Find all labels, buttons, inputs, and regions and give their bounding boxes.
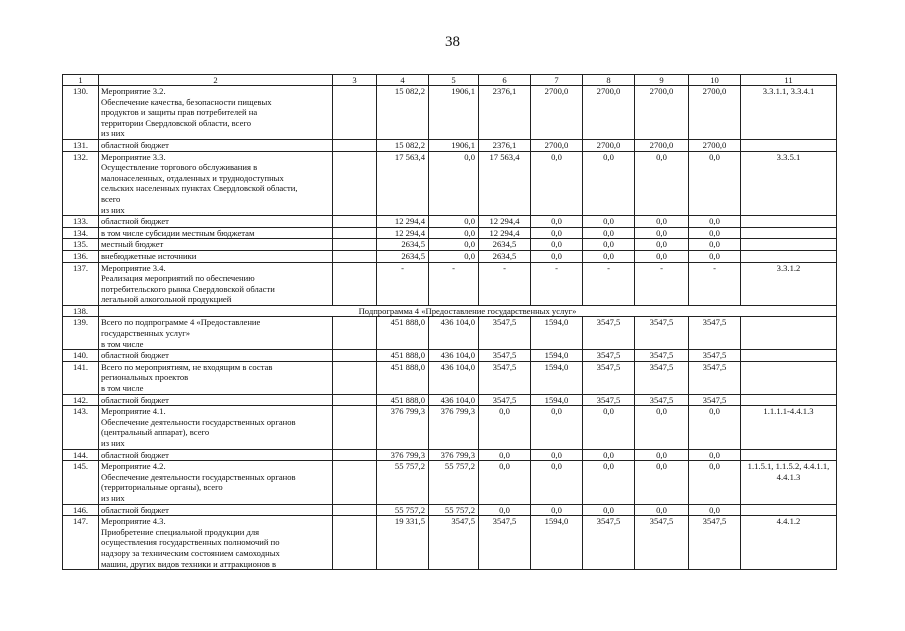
target-indicator-cell xyxy=(741,504,837,516)
value-cell: 451 888,0 xyxy=(377,350,429,362)
value-cell: 2376,1 xyxy=(479,139,531,151)
value-cell: 12 294,4 xyxy=(377,216,429,228)
value-cell: 3547,5 xyxy=(635,350,689,362)
row-description xyxy=(99,86,333,140)
value-cell: 0,0 xyxy=(479,504,531,516)
row-description xyxy=(99,516,333,570)
description-line: областной бюджет xyxy=(101,350,169,361)
target-indicator-cell xyxy=(741,394,837,406)
target-indicator-cell xyxy=(741,449,837,461)
value-cell: 2700,0 xyxy=(689,86,741,140)
description-line: Мероприятие 3.3. xyxy=(101,151,166,162)
value-cell: 2634,5 xyxy=(479,239,531,251)
value-cell: 376 799,3 xyxy=(429,406,479,449)
row-description xyxy=(99,227,333,239)
description-line: областной бюджет xyxy=(101,394,169,405)
value-cell: 3547,5 xyxy=(689,516,741,570)
value-cell: 0,0 xyxy=(583,504,635,516)
value-cell: 12 294,4 xyxy=(479,216,531,228)
row-number: 141. xyxy=(63,361,99,394)
value-cell: - xyxy=(689,262,741,305)
description-line: легальной алкогольной продукцией xyxy=(101,294,232,305)
value-cell: 2700,0 xyxy=(531,139,583,151)
page-number: 38 xyxy=(445,34,460,50)
description-line: из них xyxy=(101,492,125,503)
row-number: 135. xyxy=(63,239,99,251)
header-cell: 9 xyxy=(635,75,689,86)
column-3-cell xyxy=(333,504,377,516)
value-cell: 436 104,0 xyxy=(429,394,479,406)
value-cell: 2700,0 xyxy=(531,86,583,140)
description-line: всего xyxy=(101,193,121,204)
description-line: Обеспечение деятельности государственных органов xyxy=(101,471,296,482)
row-description xyxy=(99,394,333,406)
value-cell: 0,0 xyxy=(583,216,635,228)
value-cell: 0,0 xyxy=(531,504,583,516)
value-cell: 451 888,0 xyxy=(377,317,429,350)
value-cell: 0,0 xyxy=(689,151,741,216)
value-cell: 3547,5 xyxy=(583,361,635,394)
value-cell: 0,0 xyxy=(531,406,583,449)
description-line: продуктов и защиты прав потребителей на xyxy=(101,107,258,118)
value-cell: 0,0 xyxy=(429,250,479,262)
value-cell: 0,0 xyxy=(479,406,531,449)
description-line: областной бюджет xyxy=(101,216,169,227)
table-header-row xyxy=(63,75,837,86)
value-cell: 3547,5 xyxy=(429,516,479,570)
description-line: Обеспечение качества, безопасности пищевых xyxy=(101,96,272,107)
header-cell: 1 xyxy=(63,75,99,86)
description-line: малонаселенных, отдаленных и труднодоступных xyxy=(101,172,284,183)
description-line: машин, других видов техники и аттракционов в xyxy=(101,558,277,569)
row-description xyxy=(99,317,333,350)
table-row xyxy=(63,504,837,516)
target-indicator-cell xyxy=(741,216,837,228)
description-line: Мероприятие 4.3. xyxy=(101,516,166,527)
value-cell: 0,0 xyxy=(635,216,689,228)
column-3-cell xyxy=(333,227,377,239)
row-number: 142. xyxy=(63,394,99,406)
description-line: в том числе xyxy=(101,383,144,394)
table-row xyxy=(63,305,837,317)
column-3-cell xyxy=(333,461,377,504)
value-cell: 0,0 xyxy=(635,449,689,461)
value-cell: 0,0 xyxy=(429,227,479,239)
column-3-cell xyxy=(333,239,377,251)
value-cell: 55 757,2 xyxy=(377,504,429,516)
value-cell: 0,0 xyxy=(583,151,635,216)
value-cell: 1594,0 xyxy=(531,317,583,350)
value-cell: 0,0 xyxy=(689,250,741,262)
value-cell: 0,0 xyxy=(531,461,583,504)
value-cell: 2700,0 xyxy=(635,139,689,151)
description-line: из них xyxy=(101,128,125,139)
column-3-cell xyxy=(333,151,377,216)
budget-table xyxy=(62,74,837,570)
value-cell: 0,0 xyxy=(689,239,741,251)
description-line: территории Свердловской области, всего xyxy=(101,117,252,128)
table-row xyxy=(63,461,837,504)
description-line: в том числе xyxy=(101,338,144,349)
value-cell: 0,0 xyxy=(635,239,689,251)
value-cell: 0,0 xyxy=(689,227,741,239)
row-number: 134. xyxy=(63,227,99,239)
header-cell: 4 xyxy=(377,75,429,86)
column-3-cell xyxy=(333,262,377,305)
value-cell: 436 104,0 xyxy=(429,361,479,394)
row-description xyxy=(99,449,333,461)
value-cell: 0,0 xyxy=(689,449,741,461)
value-cell: 0,0 xyxy=(429,216,479,228)
description-line: потребительского рынка Свердловской области xyxy=(101,283,275,294)
description-line: государственных услуг» xyxy=(101,328,191,339)
column-3-cell xyxy=(333,406,377,449)
value-cell: 1906,1 xyxy=(429,86,479,140)
value-cell: 2634,5 xyxy=(377,250,429,262)
row-number: 132. xyxy=(63,151,99,216)
value-cell: 55 757,2 xyxy=(429,504,479,516)
description-line: Реализация мероприятий по обеспечению xyxy=(101,273,255,284)
value-cell: 17 563,4 xyxy=(479,151,531,216)
value-cell: 15 082,2 xyxy=(377,86,429,140)
column-3-cell xyxy=(333,361,377,394)
table-row xyxy=(63,516,837,570)
target-indicator-cell: 1.1.1.1-4.4.1.3 xyxy=(741,406,837,449)
target-indicator-cell: 3.3.1.2 xyxy=(741,262,837,305)
value-cell: 0,0 xyxy=(689,461,741,504)
value-cell: 451 888,0 xyxy=(377,394,429,406)
description-line: Мероприятие 3.4. xyxy=(101,262,166,273)
description-line: (центральный аппарат), всего xyxy=(101,427,210,438)
row-number: 130. xyxy=(63,86,99,140)
row-description xyxy=(99,216,333,228)
target-indicator-cell xyxy=(741,239,837,251)
value-cell: 0,0 xyxy=(531,449,583,461)
value-cell: 1906,1 xyxy=(429,139,479,151)
description-line: областной бюджет xyxy=(101,139,169,150)
description-line: в том числе субсидии местным бюджетам xyxy=(101,227,255,238)
description-line: Обеспечение деятельности государственных органов xyxy=(101,416,296,427)
description-line: областной бюджет xyxy=(101,504,169,515)
column-3-cell xyxy=(333,449,377,461)
value-cell: 2700,0 xyxy=(689,139,741,151)
table-row xyxy=(63,151,837,216)
column-3-cell xyxy=(333,516,377,570)
value-cell: 0,0 xyxy=(429,151,479,216)
target-indicator-cell xyxy=(741,227,837,239)
value-cell: 376 799,3 xyxy=(377,406,429,449)
value-cell: 436 104,0 xyxy=(429,317,479,350)
table-row xyxy=(63,227,837,239)
description-line: Всего по подпрограмме 4 «Предоставление xyxy=(101,317,261,328)
value-cell: 0,0 xyxy=(583,461,635,504)
value-cell: 3547,5 xyxy=(689,350,741,362)
value-cell: 3547,5 xyxy=(689,317,741,350)
value-cell: 2634,5 xyxy=(479,250,531,262)
value-cell: 0,0 xyxy=(583,227,635,239)
row-number: 131. xyxy=(63,139,99,151)
value-cell: 436 104,0 xyxy=(429,350,479,362)
value-cell: 3547,5 xyxy=(583,394,635,406)
header-cell: 2 xyxy=(99,75,333,86)
column-3-cell xyxy=(333,86,377,140)
value-cell: 3547,5 xyxy=(583,350,635,362)
value-cell: 19 331,5 xyxy=(377,516,429,570)
header-cell: 10 xyxy=(689,75,741,86)
header-cell: 11 xyxy=(741,75,837,86)
row-description xyxy=(99,239,333,251)
table-row xyxy=(63,250,837,262)
table-row xyxy=(63,239,837,251)
table-row xyxy=(63,86,837,140)
description-line: региональных проектов xyxy=(101,372,189,383)
value-cell: 0,0 xyxy=(479,449,531,461)
row-description xyxy=(99,361,333,394)
table-row xyxy=(63,139,837,151)
table-row xyxy=(63,449,837,461)
value-cell: 0,0 xyxy=(635,151,689,216)
value-cell: 3547,5 xyxy=(635,317,689,350)
value-cell: 2700,0 xyxy=(583,139,635,151)
value-cell: 0,0 xyxy=(531,151,583,216)
value-cell: - xyxy=(429,262,479,305)
value-cell: - xyxy=(531,262,583,305)
value-cell: 3547,5 xyxy=(635,516,689,570)
table-row xyxy=(63,361,837,394)
value-cell: 2700,0 xyxy=(583,86,635,140)
column-3-cell xyxy=(333,250,377,262)
row-number: 136. xyxy=(63,250,99,262)
row-number: 133. xyxy=(63,216,99,228)
value-cell: 0,0 xyxy=(635,406,689,449)
value-cell: 12 294,4 xyxy=(479,227,531,239)
description-line: областной бюджет xyxy=(101,449,169,460)
target-indicator-cell xyxy=(741,350,837,362)
row-description xyxy=(99,461,333,504)
value-cell: 2376,1 xyxy=(479,86,531,140)
value-cell: 55 757,2 xyxy=(429,461,479,504)
value-cell: 3547,5 xyxy=(583,516,635,570)
description-line: Мероприятие 3.2. xyxy=(101,86,166,96)
description-line: Приобретение специальной продукции для xyxy=(101,526,260,537)
table-row xyxy=(63,317,837,350)
value-cell: 3547,5 xyxy=(479,350,531,362)
table-row xyxy=(63,394,837,406)
value-cell: 55 757,2 xyxy=(377,461,429,504)
value-cell: 0,0 xyxy=(635,504,689,516)
header-cell: 6 xyxy=(479,75,531,86)
row-number: 139. xyxy=(63,317,99,350)
table-body xyxy=(63,75,837,570)
subprogram-title: Подпрограмма 4 «Предоставление государственных услуг» xyxy=(99,305,837,317)
header-cell: 8 xyxy=(583,75,635,86)
column-3-cell xyxy=(333,139,377,151)
value-cell: 3547,5 xyxy=(689,394,741,406)
value-cell: 1594,0 xyxy=(531,361,583,394)
value-cell: - xyxy=(635,262,689,305)
target-indicator-cell xyxy=(741,139,837,151)
value-cell: 1594,0 xyxy=(531,350,583,362)
value-cell: 3547,5 xyxy=(479,394,531,406)
description-line: надзору за техническим состоянием самоходных xyxy=(101,547,280,558)
value-cell: 3547,5 xyxy=(479,317,531,350)
row-number: 147. xyxy=(63,516,99,570)
target-indicator-cell: 3.3.1.1, 3.3.4.1 xyxy=(741,86,837,140)
value-cell: 0,0 xyxy=(531,227,583,239)
row-number: 144. xyxy=(63,449,99,461)
value-cell: 0,0 xyxy=(531,239,583,251)
value-cell: 0,0 xyxy=(479,461,531,504)
value-cell: 0,0 xyxy=(689,504,741,516)
description-line: из них xyxy=(101,204,125,215)
header-cell: 5 xyxy=(429,75,479,86)
target-indicator-cell: 3.3.5.1 xyxy=(741,151,837,216)
description-line: осуществления государственных полномочий по xyxy=(101,537,280,548)
row-description xyxy=(99,151,333,216)
value-cell: 0,0 xyxy=(583,406,635,449)
value-cell: 3547,5 xyxy=(479,516,531,570)
value-cell: 0,0 xyxy=(583,250,635,262)
description-line: местный бюджет xyxy=(101,239,164,250)
value-cell: 1594,0 xyxy=(531,394,583,406)
value-cell: - xyxy=(377,262,429,305)
row-description xyxy=(99,406,333,449)
value-cell: 0,0 xyxy=(531,216,583,228)
value-cell: - xyxy=(583,262,635,305)
value-cell: 3547,5 xyxy=(635,394,689,406)
value-cell: 0,0 xyxy=(689,216,741,228)
value-cell: 17 563,4 xyxy=(377,151,429,216)
value-cell: 376 799,3 xyxy=(377,449,429,461)
column-3-cell xyxy=(333,317,377,350)
column-3-cell xyxy=(333,216,377,228)
value-cell: 0,0 xyxy=(635,227,689,239)
table-row xyxy=(63,262,837,305)
target-indicator-cell: 1.1.5.1, 1.1.5.2, 4.4.1.1, 4.4.1.3 xyxy=(741,461,837,504)
table-row xyxy=(63,350,837,362)
row-number: 138. xyxy=(63,305,99,317)
target-indicator-cell xyxy=(741,317,837,350)
description-line: Мероприятие 4.1. xyxy=(101,406,166,417)
row-number: 145. xyxy=(63,461,99,504)
value-cell: 15 082,2 xyxy=(377,139,429,151)
description-line: из них xyxy=(101,438,125,448)
row-number: 146. xyxy=(63,504,99,516)
value-cell: 0,0 xyxy=(689,406,741,449)
description-line: Всего по мероприятиям, не входящим в состав xyxy=(101,361,273,372)
value-cell: 12 294,4 xyxy=(377,227,429,239)
row-description xyxy=(99,250,333,262)
description-line: Мероприятие 4.2. xyxy=(101,461,166,472)
value-cell: 2700,0 xyxy=(635,86,689,140)
row-number: 143. xyxy=(63,406,99,449)
value-cell: 1594,0 xyxy=(531,516,583,570)
description-line: Осуществление торгового обслуживания в xyxy=(101,162,258,173)
value-cell: 3547,5 xyxy=(635,361,689,394)
value-cell: 3547,5 xyxy=(583,317,635,350)
description-line: сельских населенных пунктах Свердловской области, xyxy=(101,183,298,194)
value-cell: - xyxy=(479,262,531,305)
table-row xyxy=(63,216,837,228)
header-cell: 7 xyxy=(531,75,583,86)
value-cell: 451 888,0 xyxy=(377,361,429,394)
row-description xyxy=(99,350,333,362)
target-indicator-cell xyxy=(741,361,837,394)
value-cell: 0,0 xyxy=(583,239,635,251)
value-cell: 0,0 xyxy=(583,449,635,461)
value-cell: 376 799,3 xyxy=(429,449,479,461)
column-3-cell xyxy=(333,350,377,362)
row-number: 137. xyxy=(63,262,99,305)
description-line: внебюджетные источники xyxy=(101,250,197,261)
value-cell: 0,0 xyxy=(429,239,479,251)
value-cell: 2634,5 xyxy=(377,239,429,251)
row-description xyxy=(99,139,333,151)
row-description xyxy=(99,262,333,305)
row-number: 140. xyxy=(63,350,99,362)
value-cell: 0,0 xyxy=(635,250,689,262)
row-description xyxy=(99,504,333,516)
description-line: (территориальные органы), всего xyxy=(101,482,223,493)
value-cell: 0,0 xyxy=(635,461,689,504)
value-cell: 3547,5 xyxy=(689,361,741,394)
value-cell: 0,0 xyxy=(531,250,583,262)
target-indicator-cell xyxy=(741,250,837,262)
column-3-cell xyxy=(333,394,377,406)
header-cell: 3 xyxy=(333,75,377,86)
table-row xyxy=(63,406,837,449)
target-indicator-cell: 4.4.1.2 xyxy=(741,516,837,570)
value-cell: 3547,5 xyxy=(479,361,531,394)
